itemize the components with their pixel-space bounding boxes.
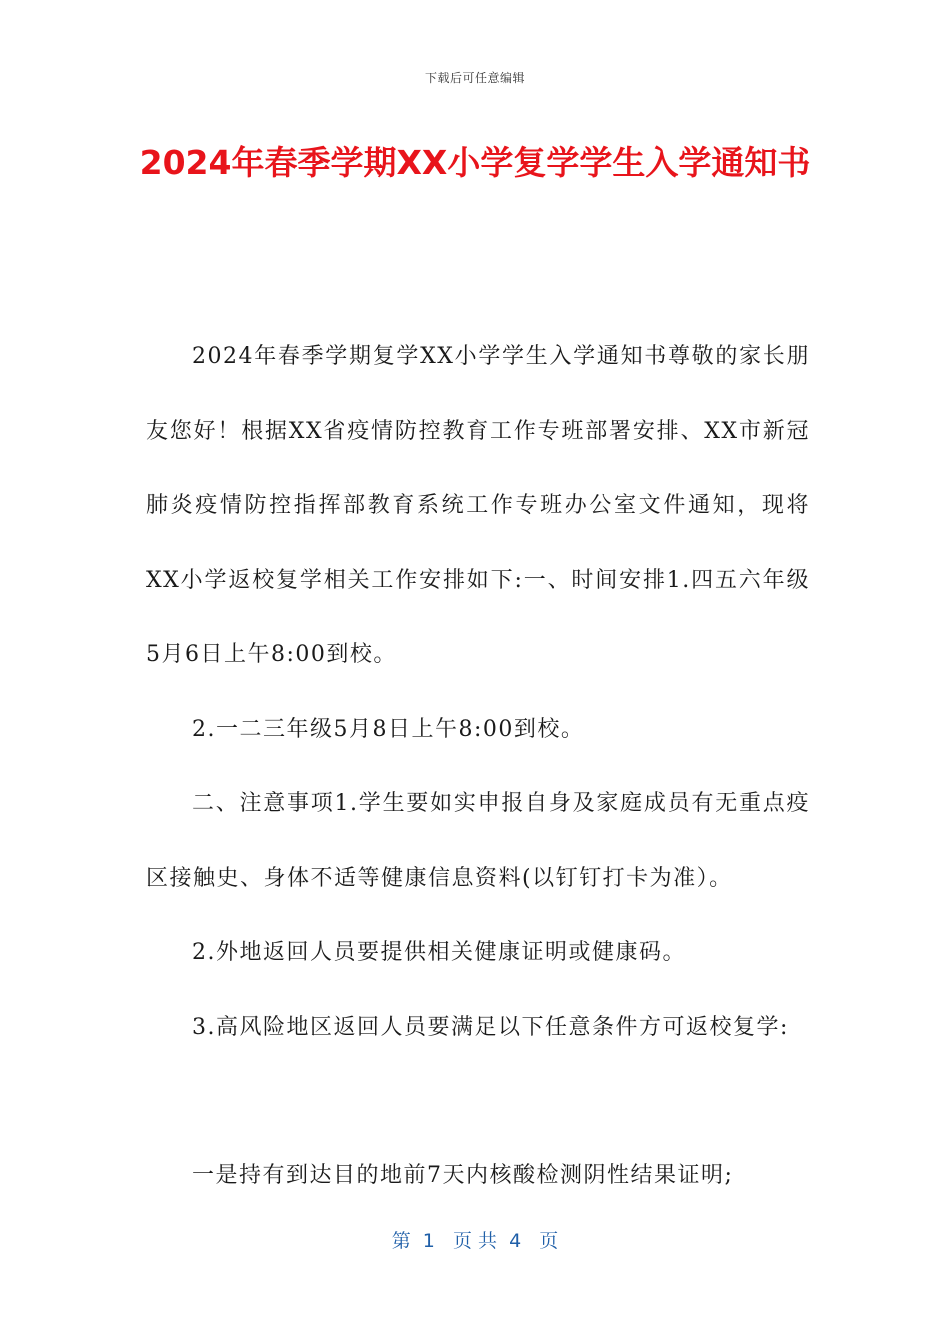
header-note: 下载后可任意编辑 (424, 71, 525, 85)
paragraph-condition-1: 一是持有到达目的地前7天内核酸检测阴性结果证明; (192, 1163, 734, 1188)
paragraph-notice-3: 3.高风险地区返回人员要满足以下任意条件方可返校复学: (192, 1014, 789, 1040)
paragraph-notice-1: 二、注意事项1.学生要如实申报自身及家庭成员有无重点疫区接触史、身体不适等健康信息资料(以钉钉打卡为准）。 (146, 791, 810, 891)
page-indicator: 第 1 页 共 4 页 (391, 1230, 559, 1252)
paragraph-intro: 2024年春季学期复学XX小学学生入学通知书尊敬的家长朋友您好！根据XX省疫情防控教育工作专班部署安排、XX市新冠肺炎疫情防控指挥部教育系统工作专班办公室文件通知，现将XX小学返校复学相关工作安排如下:一、时间安排1.四五六年级5月6日上午8:00到校。 (146, 344, 810, 667)
document-body (146, 320, 810, 1214)
paragraph-spacer (146, 1065, 810, 1139)
paragraph-schedule-2: 2.一二三年级5月8日上午8:00到校。 (192, 716, 585, 742)
paragraph-notice-2: 2.外地返回人员要提供相关健康证明或健康码。 (192, 940, 686, 965)
document-title: 2024年春季学期XX小学复学学生入学通知书 (139, 143, 811, 182)
